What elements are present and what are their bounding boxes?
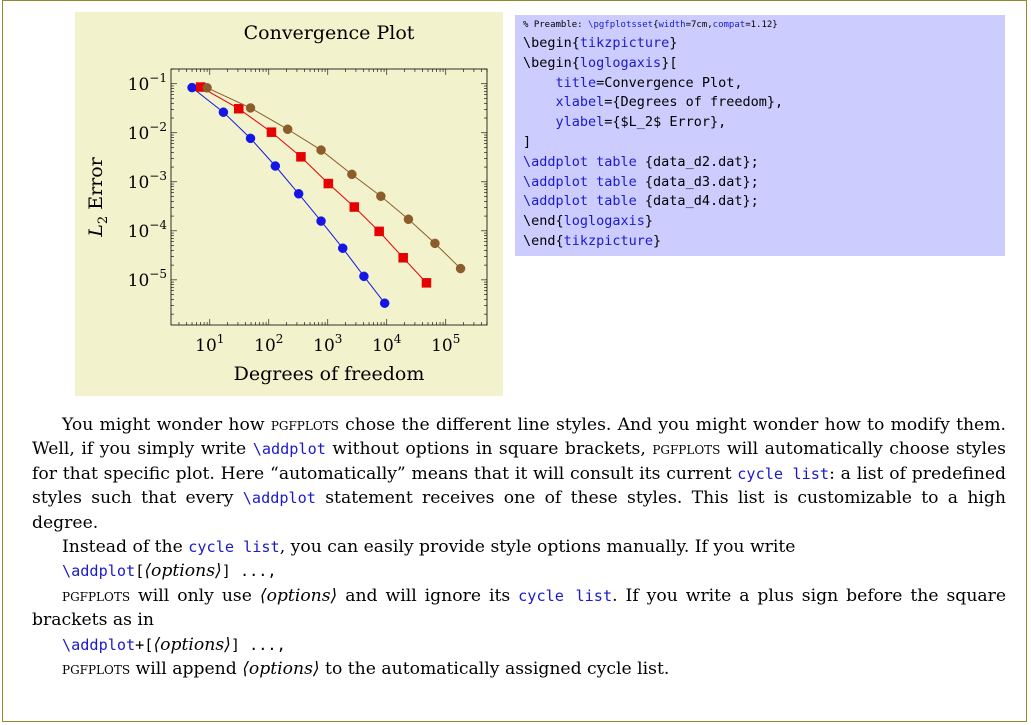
addplot-link[interactable]: \addplot (252, 440, 326, 459)
x-tick-label: $10^1$ (195, 332, 225, 356)
code-line: ] (523, 133, 532, 150)
data-point (376, 192, 385, 201)
axis-frame (171, 69, 487, 325)
addplot-link[interactable]: \addplot (62, 562, 136, 581)
code-line: \addplot table {data_d4.dat}; (523, 193, 759, 210)
code-line: \addplot table {data_d3.dat}; (523, 173, 759, 190)
data-point (296, 152, 305, 161)
addplot-link[interactable]: \addplot (242, 489, 316, 508)
addplot-link[interactable]: \addplot (62, 635, 136, 654)
chart-svg (75, 12, 503, 396)
x-tick-label: $10^3$ (313, 332, 343, 356)
data-point (422, 278, 431, 287)
data-point (283, 125, 292, 134)
data-point (203, 83, 212, 92)
data-point (338, 244, 347, 253)
data-point (430, 239, 439, 248)
code-line: \end{tikzpicture} (523, 232, 662, 249)
paragraph: pgfplots will only use ⟨options⟩ and will ignore its cycle list. If you write a plus sign before the square brackets as in (32, 585, 1007, 631)
series-line (192, 88, 385, 304)
series-line (207, 88, 460, 269)
paragraph: pgfplots will append ⟨options⟩ to the automatically assigned cycle list. (62, 659, 670, 680)
x-tick-label: $10^5$ (431, 332, 461, 356)
body-text (32, 413, 1006, 681)
code-line: xlabel={Degrees of freedom}, (555, 94, 784, 111)
cycle-list-link[interactable]: cycle list (737, 464, 830, 483)
data-point (317, 217, 326, 226)
y-tick-label: $10^{-4}$ (127, 217, 167, 242)
data-point (294, 189, 303, 198)
code-line: \addplot table {data_d2.dat}; (523, 153, 759, 170)
data-point (317, 146, 326, 155)
x-axis-label: Degrees of freedom (233, 363, 425, 385)
data-point (380, 299, 389, 308)
y-axis-label: $L_2$ Error (85, 157, 111, 237)
data-point (456, 264, 465, 273)
y-tick-label: $10^{-1}$ (127, 70, 167, 95)
data-point (375, 227, 384, 236)
cycle-list-link[interactable]: cycle list (518, 586, 613, 605)
data-point (246, 103, 255, 112)
code-line: title=Convergence Plot, (555, 74, 743, 91)
series-line (201, 87, 427, 283)
data-point (359, 272, 368, 281)
cycle-list-link[interactable]: cycle list (188, 538, 280, 557)
code-line: \begin{tikzpicture} (523, 35, 678, 51)
data-point (399, 253, 408, 262)
code-line: \begin{loglogaxis}[ (523, 54, 678, 71)
code-line: ylabel={$L_2$ Error}, (555, 114, 727, 131)
data-point (246, 134, 255, 143)
data-point (219, 108, 228, 117)
data-point (350, 203, 359, 212)
data-point (324, 179, 333, 188)
data-point (234, 104, 243, 113)
code-example: \addplot+[⟨options⟩] ..., (62, 634, 286, 655)
chart-title: Convergence Plot (243, 22, 415, 44)
code-example: \addplot[⟨options⟩] ..., (62, 561, 277, 582)
data-point (271, 162, 280, 171)
y-tick-label: $10^{-2}$ (127, 119, 167, 144)
paragraph: Instead of the cycle list, you can easily provide style options manually. If you write (62, 537, 796, 558)
paragraph: You might wonder how pgfplots chose the different line styles. And you might wonder how to modify them. Well, if you simply write \addplot without options in square brackets, pgfplots will automatically choose styles for that specific plot. Here “automatically” means that it will consult its current cycle list: a list of predefined styles such that every \addplot statement receives one of these styles. This list is customizable to a high degree. (32, 415, 1007, 533)
data-point (188, 83, 197, 92)
data-point (404, 215, 413, 224)
data-point (347, 170, 356, 179)
code-listing (515, 15, 1005, 256)
data-point (267, 128, 276, 137)
y-tick-label: $10^{-5}$ (127, 266, 167, 291)
code-line: \end{loglogaxis} (523, 213, 654, 230)
y-tick-label: $10^{-3}$ (127, 168, 167, 193)
x-tick-label: $10^4$ (372, 332, 402, 356)
x-tick-label: $10^2$ (254, 332, 284, 356)
convergence-plot (75, 12, 503, 396)
code-preamble: % Preamble: \pgfplotsset{width=7cm,compat=1.12} (523, 20, 778, 30)
